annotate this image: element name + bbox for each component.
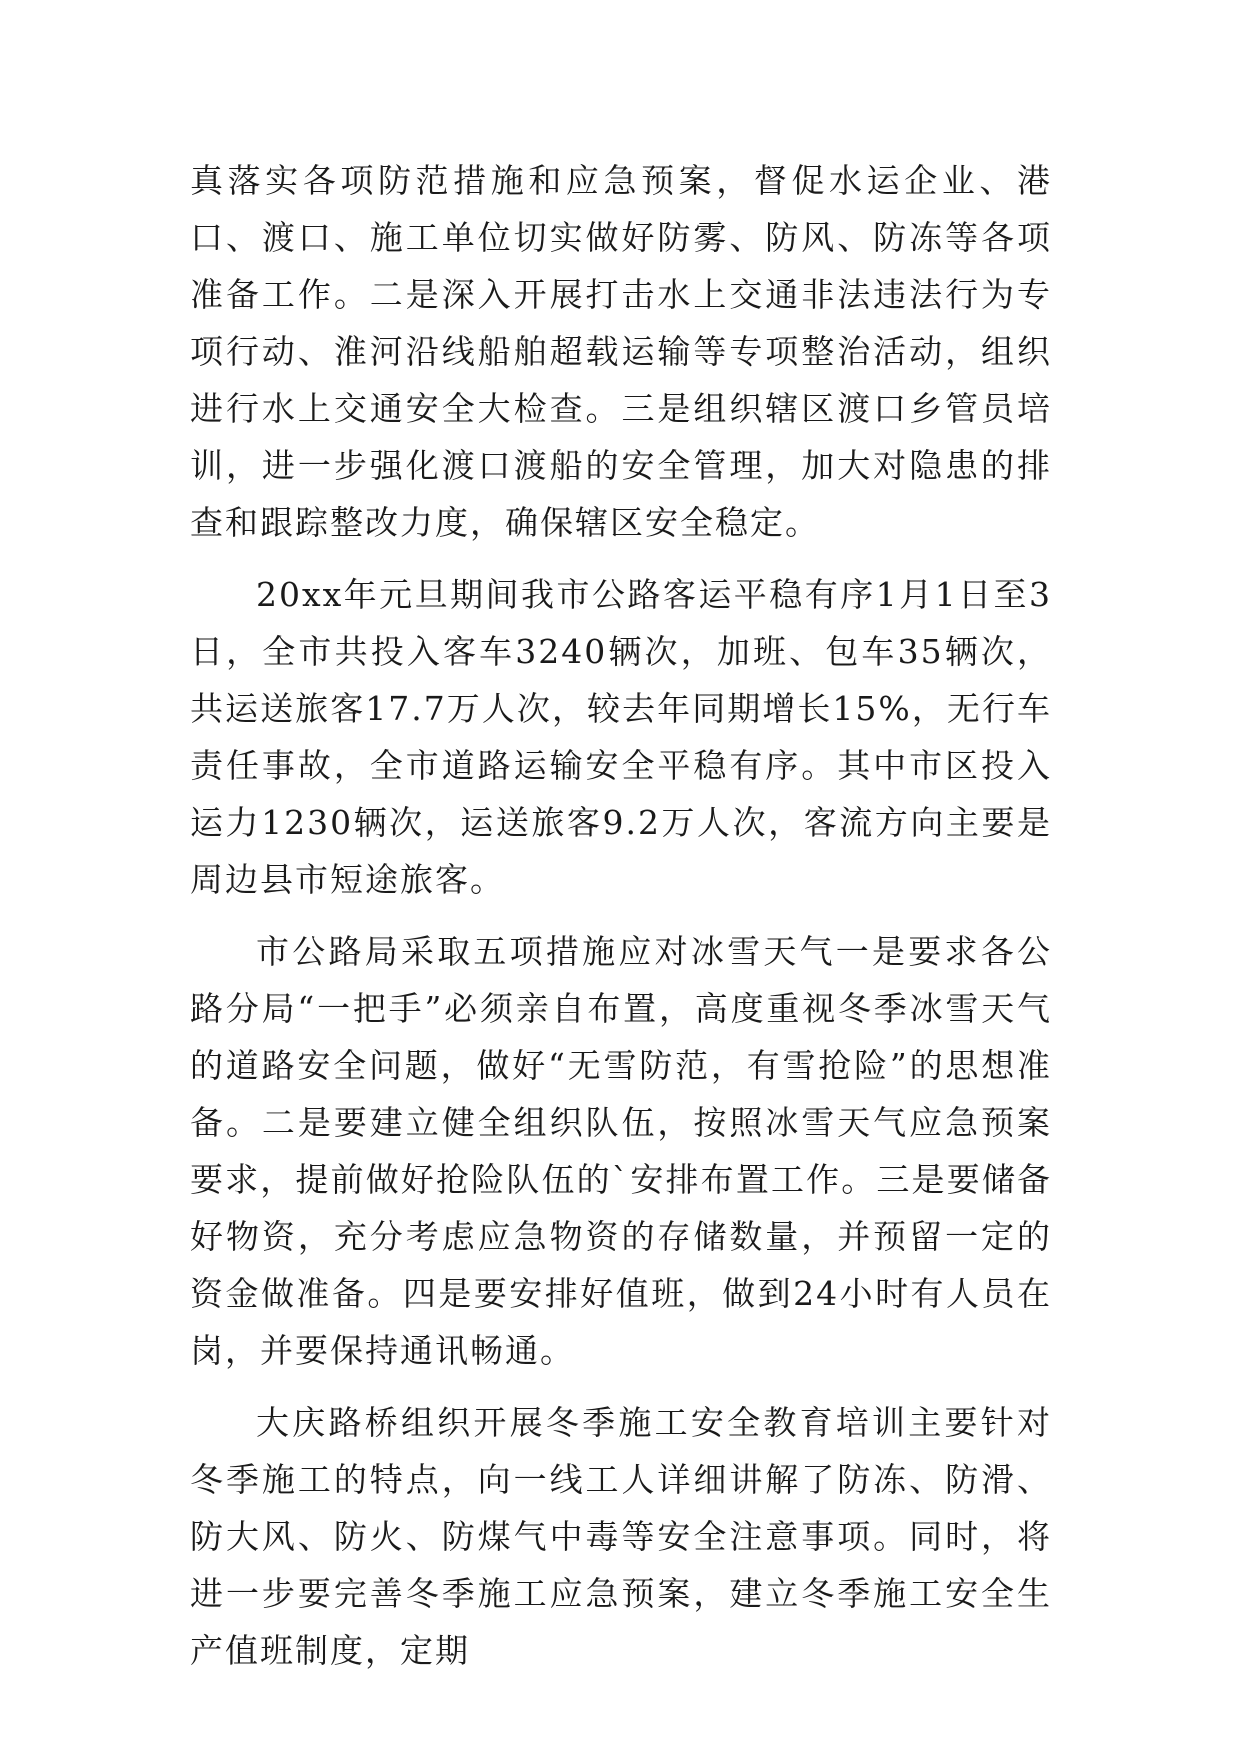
paragraph-continued: 真落实各项防范措施和应急预案，督促水运企业、港口、渡口、施工单位切实做好防雾、防风、防冻等各项准备工作。二是深入开展打击水上交通非法违法行为专项行动、淮河沿线船舶超载运输等专项整治活动，组织进行水上交通安全大检查。三是组织辖区渡口乡管员培训，进一步强化渡口渡船的安全管理，加大对隐患的排查和跟踪整改力度，确保辖区安全稳定。: [190, 161, 1052, 542]
document-body: [190, 152, 1052, 1694]
paragraph-highway-bureau-snow-measures: 市公路局采取五项措施应对冰雪天气一是要求各公路分局“一把手”必须亲自布置，高度重视冬季冰雪天气的道路安全问题，做好“无雪防范，有雪抢险”的思想准备。二是要建立健全组织队伍，按照冰雪天气应急预案要求，提前做好抢险队伍的`安排布置工作。三是要储备好物资，充分考虑应急物资的存储数量，并预留一定的资金做准备。四是要安排好值班，做到24小时有人员在岗，并要保持通讯畅通。: [190, 932, 1052, 1370]
paragraph-new-year-passenger-transport: 20xx年元旦期间我市公路客运平稳有序1月1日至3日，全市共投入客车3240辆次，加班、包车35辆次，共运送旅客17.7万人次，较去年同期增长15%，无行车责任事故，全市道路运输安全平稳有序。其中市区投入运力1230辆次，运送旅客9.2万人次，客流方向主要是周边县市短途旅客。: [190, 575, 1052, 899]
paragraph-winter-construction-training: 大庆路桥组织开展冬季施工安全教育培训主要针对冬季施工的特点，向一线工人详细讲解了防冻、防滑、防大风、防火、防煤气中毒等安全注意事项。同时，将进一步要完善冬季施工应急预案，建立冬季施工安全生产值班制度，定期: [190, 1403, 1052, 1670]
